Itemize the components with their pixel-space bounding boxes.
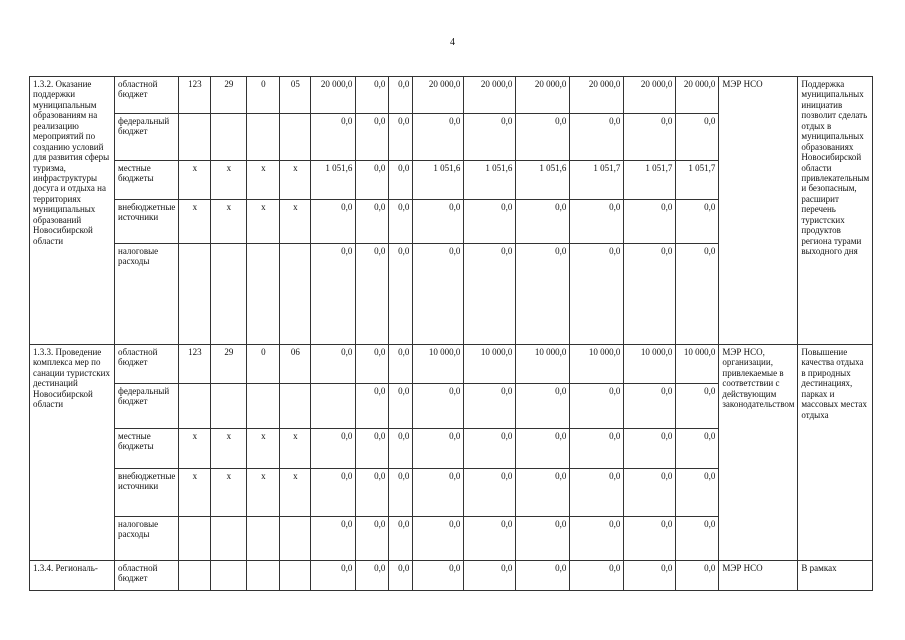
- funding-source-cell: налоговые расходы: [115, 517, 179, 561]
- amount-cell: 0,0: [570, 517, 624, 561]
- amount-cell: 0,0: [356, 77, 389, 114]
- amount-cell: 1 051,7: [570, 161, 624, 200]
- budget-code-cell: [179, 561, 211, 591]
- amount-cell: 0,0: [356, 200, 389, 244]
- budget-code-cell: [211, 244, 247, 345]
- amount-cell: 20 000,0: [413, 77, 464, 114]
- budget-code-cell: 0: [247, 77, 280, 114]
- amount-cell: 20 000,0: [516, 77, 570, 114]
- amount-cell: 10 000,0: [464, 345, 516, 384]
- amount-cell: 0,0: [624, 561, 676, 591]
- budget-code-cell: х: [179, 200, 211, 244]
- amount-cell: 0,0: [356, 469, 389, 517]
- budget-code-cell: 123: [179, 77, 211, 114]
- amount-cell: 0,0: [389, 244, 413, 345]
- executor-cell: МЭР НСО: [719, 561, 798, 591]
- amount-cell: 0,0: [464, 469, 516, 517]
- amount-cell: 1 051,6: [311, 161, 356, 200]
- budget-code-cell: х: [280, 469, 311, 517]
- amount-cell: 0,0: [311, 561, 356, 591]
- amount-cell: 0,0: [356, 345, 389, 384]
- amount-cell: 0,0: [464, 244, 516, 345]
- budget-code-cell: х: [280, 429, 311, 469]
- amount-cell: 1 051,6: [413, 161, 464, 200]
- amount-cell: 0,0: [311, 244, 356, 345]
- budget-code-cell: [211, 561, 247, 591]
- page-number: 4: [450, 37, 455, 48]
- budget-code-cell: х: [247, 161, 280, 200]
- amount-cell: 0,0: [676, 114, 719, 161]
- funding-source-cell: федеральный бюджет: [115, 384, 179, 429]
- amount-cell: 0,0: [311, 114, 356, 161]
- budget-code-cell: х: [179, 161, 211, 200]
- amount-cell: 1 051,6: [516, 161, 570, 200]
- expected-result-cell: В рамках: [798, 561, 873, 591]
- amount-cell: 0,0: [413, 561, 464, 591]
- amount-cell: 0,0: [624, 429, 676, 469]
- amount-cell: 0,0: [464, 517, 516, 561]
- amount-cell: 0,0: [624, 244, 676, 345]
- amount-cell: 0,0: [676, 244, 719, 345]
- budget-code-cell: х: [247, 469, 280, 517]
- amount-cell: 0,0: [356, 429, 389, 469]
- amount-cell: 0,0: [389, 114, 413, 161]
- amount-cell: 20 000,0: [676, 77, 719, 114]
- amount-cell: 0,0: [356, 517, 389, 561]
- amount-cell: 0,0: [676, 469, 719, 517]
- amount-cell: 0,0: [356, 244, 389, 345]
- amount-cell: 10 000,0: [516, 345, 570, 384]
- expected-result-cell: Повышение качества отдыха в природных дестинациях, парках и массовых местах отдыха: [798, 345, 873, 561]
- amount-cell: 0,0: [516, 384, 570, 429]
- amount-cell: 0,0: [676, 384, 719, 429]
- measure-name-cell: 1.3.4. Региональ-: [30, 561, 115, 591]
- measure-name-cell: 1.3.3. Проведение комплекса мер по санации туристских дестинаций Новосибирской области: [30, 345, 115, 561]
- expected-result-cell: Поддержка муниципальных инициатив позволит сделать отдых в муниципальных образованиях Новосибирской области привлекательным и безопасным, расширит перечень туристских продуктов региона турами выходного дня: [798, 77, 873, 345]
- amount-cell: 10 000,0: [624, 345, 676, 384]
- amount-cell: 0,0: [464, 200, 516, 244]
- budget-code-cell: 0: [247, 345, 280, 384]
- budget-code-cell: х: [211, 429, 247, 469]
- amount-cell: 20 000,0: [311, 77, 356, 114]
- amount-cell: 0,0: [389, 161, 413, 200]
- amount-cell: 0,0: [624, 469, 676, 517]
- funding-source-cell: федеральный бюджет: [115, 114, 179, 161]
- amount-cell: 1 051,7: [624, 161, 676, 200]
- amount-cell: 0,0: [356, 114, 389, 161]
- amount-cell: 0,0: [570, 200, 624, 244]
- amount-cell: 0,0: [676, 429, 719, 469]
- amount-cell: 0,0: [311, 469, 356, 517]
- budget-code-cell: [280, 244, 311, 345]
- amount-cell: 0,0: [624, 114, 676, 161]
- amount-cell: 0,0: [413, 429, 464, 469]
- amount-cell: 0,0: [389, 517, 413, 561]
- amount-cell: 0,0: [464, 561, 516, 591]
- budget-code-cell: х: [247, 429, 280, 469]
- budget-code-cell: [247, 517, 280, 561]
- executor-cell: МЭР НСО: [719, 77, 798, 345]
- funding-source-cell: налоговые расходы: [115, 244, 179, 345]
- budget-code-cell: х: [179, 469, 211, 517]
- funding-source-cell: областной бюджет: [115, 345, 179, 384]
- amount-cell: 20 000,0: [464, 77, 516, 114]
- table-row: [30, 345, 873, 384]
- amount-cell: 0,0: [356, 161, 389, 200]
- amount-cell: 0,0: [516, 244, 570, 345]
- amount-cell: 0,0: [464, 114, 516, 161]
- amount-cell: 0,0: [389, 469, 413, 517]
- amount-cell: 0,0: [389, 429, 413, 469]
- amount-cell: 0,0: [516, 469, 570, 517]
- measures-table: [29, 76, 873, 591]
- budget-code-cell: [280, 517, 311, 561]
- budget-code-cell: [179, 114, 211, 161]
- budget-code-cell: [280, 384, 311, 429]
- amount-cell: 0,0: [311, 345, 356, 384]
- budget-code-cell: х: [280, 161, 311, 200]
- amount-cell: 10 000,0: [413, 345, 464, 384]
- amount-cell: 0,0: [516, 561, 570, 591]
- budget-code-cell: 29: [211, 77, 247, 114]
- amount-cell: 1 051,7: [676, 161, 719, 200]
- budget-code-cell: 05: [280, 77, 311, 114]
- amount-cell: 0,0: [516, 429, 570, 469]
- amount-cell: 0,0: [516, 200, 570, 244]
- budget-code-cell: [211, 384, 247, 429]
- budget-code-cell: х: [211, 200, 247, 244]
- budget-code-cell: [211, 517, 247, 561]
- amount-cell: 0,0: [413, 244, 464, 345]
- budget-code-cell: [247, 384, 280, 429]
- amount-cell: 0,0: [570, 114, 624, 161]
- amount-cell: 0,0: [676, 517, 719, 561]
- amount-cell: 0,0: [516, 517, 570, 561]
- amount-cell: 0,0: [676, 200, 719, 244]
- measure-name-cell: 1.3.2. Оказание поддержки муниципальным образованиям на реализацию мероприятий по созданию условий для развития сферы туризма, инфраструктуры досуга и отдыха на территориях муниципальных образований Новосибирской области: [30, 77, 115, 345]
- amount-cell: 0,0: [413, 517, 464, 561]
- amount-cell: 0,0: [356, 384, 389, 429]
- budget-code-cell: [179, 384, 211, 429]
- budget-code-cell: х: [247, 200, 280, 244]
- amount-cell: 20 000,0: [624, 77, 676, 114]
- amount-cell: 0,0: [570, 244, 624, 345]
- amount-cell: 20 000,0: [570, 77, 624, 114]
- amount-cell: 0,0: [624, 384, 676, 429]
- amount-cell: 0,0: [389, 561, 413, 591]
- funding-source-cell: внебюджетные источники: [115, 469, 179, 517]
- budget-code-cell: 06: [280, 345, 311, 384]
- budget-code-cell: х: [211, 469, 247, 517]
- amount-cell: 0,0: [389, 384, 413, 429]
- amount-cell: 0,0: [413, 114, 464, 161]
- amount-cell: 10 000,0: [676, 345, 719, 384]
- amount-cell: 0,0: [464, 384, 516, 429]
- amount-cell: 0,0: [570, 384, 624, 429]
- amount-cell: 0,0: [389, 345, 413, 384]
- amount-cell: 0,0: [356, 561, 389, 591]
- amount-cell: 0,0: [624, 517, 676, 561]
- table-row: [30, 561, 873, 591]
- funding-source-cell: местные бюджеты: [115, 161, 179, 200]
- amount-cell: 0,0: [413, 384, 464, 429]
- amount-cell: 0,0: [413, 469, 464, 517]
- amount-cell: 0,0: [311, 517, 356, 561]
- amount-cell: 10 000,0: [570, 345, 624, 384]
- amount-cell: 0,0: [516, 114, 570, 161]
- amount-cell: 0,0: [389, 77, 413, 114]
- funding-source-cell: местные бюджеты: [115, 429, 179, 469]
- budget-code-cell: [280, 561, 311, 591]
- amount-cell: 0,0: [570, 429, 624, 469]
- amount-cell: 0,0: [311, 429, 356, 469]
- funding-source-cell: областной бюджет: [115, 77, 179, 114]
- amount-cell: [311, 384, 356, 429]
- budget-code-cell: х: [280, 200, 311, 244]
- amount-cell: 0,0: [464, 429, 516, 469]
- amount-cell: 0,0: [676, 561, 719, 591]
- budget-code-cell: [179, 517, 211, 561]
- table-row: [30, 77, 873, 114]
- amount-cell: 1 051,6: [464, 161, 516, 200]
- budget-code-cell: [247, 244, 280, 345]
- budget-code-cell: 123: [179, 345, 211, 384]
- budget-code-cell: [247, 114, 280, 161]
- amount-cell: 0,0: [413, 200, 464, 244]
- budget-code-cell: [179, 244, 211, 345]
- budget-code-cell: [280, 114, 311, 161]
- budget-code-cell: [247, 561, 280, 591]
- amount-cell: 0,0: [570, 561, 624, 591]
- amount-cell: 0,0: [570, 469, 624, 517]
- budget-code-cell: [211, 114, 247, 161]
- budget-code-cell: х: [211, 161, 247, 200]
- budget-code-cell: 29: [211, 345, 247, 384]
- budget-code-cell: х: [179, 429, 211, 469]
- executor-cell: МЭР НСО, организации, привлекаемые в соответствии с действующим законодательством: [719, 345, 798, 561]
- funding-source-cell: внебюджетные источники: [115, 200, 179, 244]
- amount-cell: 0,0: [389, 200, 413, 244]
- funding-source-cell: областной бюджет: [115, 561, 179, 591]
- amount-cell: 0,0: [624, 200, 676, 244]
- amount-cell: 0,0: [311, 200, 356, 244]
